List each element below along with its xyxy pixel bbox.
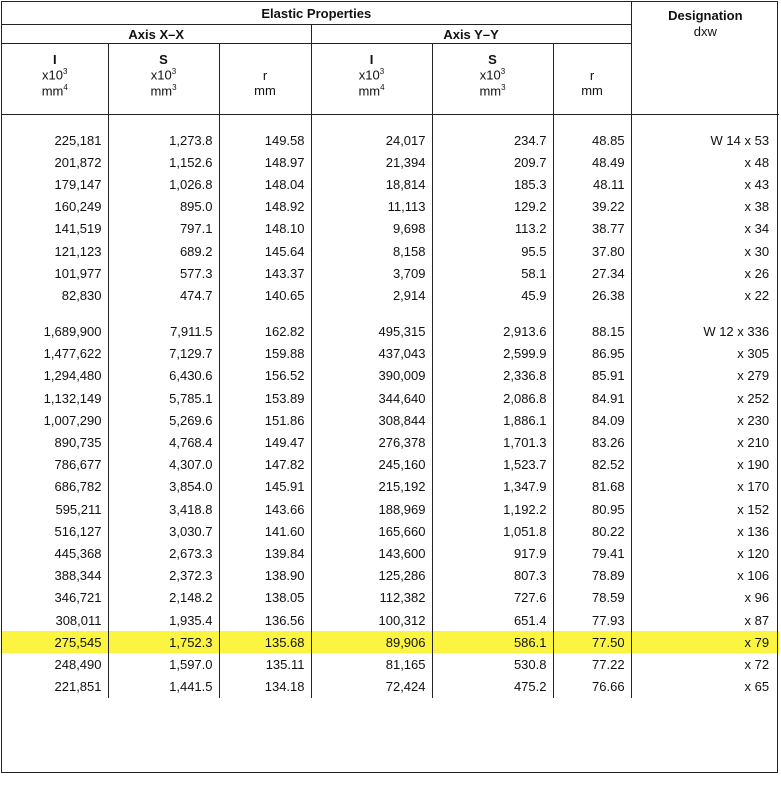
- value-cell: 81,165: [311, 653, 432, 675]
- value-cell: 165,660: [311, 520, 432, 542]
- value-cell: 48.11: [553, 173, 631, 195]
- value-cell: 11,113: [311, 196, 432, 218]
- value-cell: 3,709: [311, 262, 432, 284]
- value-cell: 153.89: [219, 387, 311, 409]
- table-row: [2, 151, 779, 173]
- value-cell: 45.9: [432, 284, 553, 306]
- value-cell: 84.09: [553, 409, 631, 431]
- value-cell: 586.1: [432, 631, 553, 653]
- value-cell: 185.3: [432, 173, 553, 195]
- value-cell: 95.5: [432, 240, 553, 262]
- col-unit: $x10^3$: [311, 66, 432, 84]
- value-cell: 1,523.7: [432, 454, 553, 476]
- table-row: [2, 565, 779, 587]
- value-cell: 1,935.4: [108, 609, 219, 631]
- designation-cell: x 72: [744, 656, 770, 672]
- value-cell: 80.22: [553, 520, 631, 542]
- value-cell: 201,872: [2, 151, 108, 173]
- value-cell: 3,418.8: [108, 498, 219, 520]
- value-cell: 139.84: [219, 542, 311, 564]
- value-cell: 24,017: [311, 129, 432, 151]
- value-cell: 21,394: [311, 151, 432, 173]
- table-row: [2, 196, 779, 218]
- value-cell: 145.91: [219, 476, 311, 498]
- value-cell: 727.6: [432, 587, 553, 609]
- value-cell: 79.41: [553, 542, 631, 564]
- designation-cell: x 48: [744, 154, 770, 170]
- designation-cell: x 305: [737, 346, 770, 362]
- spacer-row: [2, 307, 779, 321]
- col-unit: r: [219, 66, 311, 84]
- table-row: [2, 365, 779, 387]
- value-cell: 3,854.0: [108, 476, 219, 498]
- col-mm-unit: $mm^3$: [108, 84, 219, 115]
- value-cell: 530.8: [432, 653, 553, 675]
- table-row: [2, 476, 779, 498]
- value-cell: 81.68: [553, 476, 631, 498]
- value-cell: 113.2: [432, 218, 553, 240]
- designation-cell: x 252: [737, 390, 770, 406]
- designation-cell: x 230: [737, 412, 770, 428]
- value-cell: 1,689,900: [2, 321, 108, 343]
- value-cell: 77.93: [553, 609, 631, 631]
- value-cell: 134.18: [219, 676, 311, 698]
- table-row: [2, 284, 779, 306]
- value-cell: 143.37: [219, 262, 311, 284]
- value-cell: 88.15: [553, 321, 631, 343]
- designation-cell: x 22: [744, 287, 770, 303]
- value-cell: 689.2: [108, 240, 219, 262]
- value-cell: 786,677: [2, 454, 108, 476]
- value-cell: 2,086.8: [432, 387, 553, 409]
- table-row: [2, 218, 779, 240]
- value-cell: 1,294,480: [2, 365, 108, 387]
- value-cell: 2,913.6: [432, 321, 553, 343]
- designation-cell: W 14 x 53: [710, 132, 770, 148]
- table-row: [2, 587, 779, 609]
- value-cell: 2,148.2: [108, 587, 219, 609]
- value-cell: 26.38: [553, 284, 631, 306]
- axis-xx-header: Axis X–X: [2, 25, 311, 44]
- col-mm-unit: $mm^4$: [2, 84, 108, 115]
- value-cell: 4,307.0: [108, 454, 219, 476]
- value-cell: 437,043: [311, 343, 432, 365]
- designation-cell: x 65: [744, 679, 770, 695]
- value-cell: 27.34: [553, 262, 631, 284]
- value-cell: 2,599.9: [432, 343, 553, 365]
- value-cell: 8,158: [311, 240, 432, 262]
- designation-cell: x 106: [737, 568, 770, 584]
- designation-cell: x 79: [631, 631, 779, 653]
- value-cell: 595,211: [2, 498, 108, 520]
- col-unit: $x10^3$: [108, 66, 219, 84]
- value-cell: 136.56: [219, 609, 311, 631]
- designation-label: Designation: [668, 8, 743, 23]
- designation-cell: x 170: [737, 479, 770, 495]
- value-cell: 141.60: [219, 520, 311, 542]
- value-cell: 807.3: [432, 565, 553, 587]
- value-cell: 1,152.6: [108, 151, 219, 173]
- table-row: [2, 240, 779, 262]
- value-cell: 179,147: [2, 173, 108, 195]
- value-cell: 474.7: [108, 284, 219, 306]
- table-row: [2, 431, 779, 453]
- value-cell: 2,336.8: [432, 365, 553, 387]
- value-cell: 188,969: [311, 498, 432, 520]
- value-cell: 234.7: [432, 129, 553, 151]
- value-cell: 215,192: [311, 476, 432, 498]
- col-symbol: S: [432, 44, 553, 67]
- designation-cell: x 120: [737, 545, 770, 561]
- col-mm-unit: $mm^3$: [432, 84, 553, 115]
- table-row: [2, 173, 779, 195]
- table-title: Elastic Properties: [2, 2, 631, 25]
- value-cell: 84.91: [553, 387, 631, 409]
- table-row: [2, 343, 779, 365]
- designation-cell: x 87: [744, 612, 770, 628]
- table-row: [2, 542, 779, 564]
- value-cell: 7,129.7: [108, 343, 219, 365]
- value-cell: 1,752.3: [108, 631, 219, 653]
- value-cell: 308,844: [311, 409, 432, 431]
- value-cell: 148.97: [219, 151, 311, 173]
- value-cell: 221,851: [2, 676, 108, 698]
- value-cell: 141,519: [2, 218, 108, 240]
- spacer-row: [2, 115, 779, 130]
- axis-yy-header: Axis Y–Y: [311, 25, 631, 44]
- value-cell: 344,640: [311, 387, 432, 409]
- value-cell: 143.66: [219, 498, 311, 520]
- designation-cell: x 38: [744, 199, 770, 215]
- value-cell: 3,030.7: [108, 520, 219, 542]
- col-unit: $x10^3$: [432, 66, 553, 84]
- value-cell: 85.91: [553, 365, 631, 387]
- value-cell: 1,701.3: [432, 431, 553, 453]
- value-cell: 100,312: [311, 609, 432, 631]
- value-cell: 143,600: [311, 542, 432, 564]
- value-cell: 895.0: [108, 196, 219, 218]
- value-cell: 121,123: [2, 240, 108, 262]
- value-cell: 1,132,149: [2, 387, 108, 409]
- col-symbol: [219, 44, 311, 67]
- table-row: [2, 409, 779, 431]
- value-cell: 162.82: [219, 321, 311, 343]
- value-cell: 5,785.1: [108, 387, 219, 409]
- col-mm-unit: mm: [553, 84, 631, 115]
- value-cell: 89,906: [311, 631, 432, 653]
- value-cell: 1,007,290: [2, 409, 108, 431]
- value-cell: 80.95: [553, 498, 631, 520]
- value-cell: 9,698: [311, 218, 432, 240]
- designation-cell: x 152: [737, 501, 770, 517]
- value-cell: 1,192.2: [432, 498, 553, 520]
- value-cell: 890,735: [2, 431, 108, 453]
- value-cell: 516,127: [2, 520, 108, 542]
- value-cell: 83.26: [553, 431, 631, 453]
- value-cell: 6,430.6: [108, 365, 219, 387]
- value-cell: 48.85: [553, 129, 631, 151]
- col-mm-unit: mm: [219, 84, 311, 115]
- value-cell: 135.11: [219, 653, 311, 675]
- value-cell: 209.7: [432, 151, 553, 173]
- designation-cell: x 43: [744, 176, 770, 192]
- value-cell: 101,977: [2, 262, 108, 284]
- value-cell: 148.92: [219, 196, 311, 218]
- value-cell: 82.52: [553, 454, 631, 476]
- value-cell: 475.2: [432, 676, 553, 698]
- designation-sub-label: dxw: [693, 24, 717, 40]
- value-cell: 159.88: [219, 343, 311, 365]
- col-unit: r: [553, 66, 631, 84]
- value-cell: 145.64: [219, 240, 311, 262]
- value-cell: 797.1: [108, 218, 219, 240]
- value-cell: 18,814: [311, 173, 432, 195]
- value-cell: 346,721: [2, 587, 108, 609]
- value-cell: 1,597.0: [108, 653, 219, 675]
- value-cell: 1,347.9: [432, 476, 553, 498]
- value-cell: 48.49: [553, 151, 631, 173]
- value-cell: 1,441.5: [108, 676, 219, 698]
- table-row: [2, 321, 779, 343]
- value-cell: 1,273.8: [108, 129, 219, 151]
- value-cell: 147.82: [219, 454, 311, 476]
- table-body: [2, 115, 779, 698]
- value-cell: 78.59: [553, 587, 631, 609]
- table-row: [2, 520, 779, 542]
- value-cell: 1,026.8: [108, 173, 219, 195]
- designation-cell: x 279: [737, 368, 770, 384]
- value-cell: 5,269.6: [108, 409, 219, 431]
- value-cell: 1,886.1: [432, 409, 553, 431]
- value-cell: 39.22: [553, 196, 631, 218]
- value-cell: 7,911.5: [108, 321, 219, 343]
- value-cell: 82,830: [2, 284, 108, 306]
- value-cell: 1,477,622: [2, 343, 108, 365]
- value-cell: 72,424: [311, 676, 432, 698]
- elastic-properties-table: [2, 2, 779, 698]
- table-row: [2, 262, 779, 284]
- value-cell: 4,768.4: [108, 431, 219, 453]
- table-row: [2, 653, 779, 675]
- value-cell: 148.04: [219, 173, 311, 195]
- table-row: [2, 631, 779, 653]
- designation-header: [631, 2, 779, 115]
- col-symbol: S: [108, 44, 219, 67]
- designation-cell: x 30: [744, 243, 770, 259]
- value-cell: 390,009: [311, 365, 432, 387]
- value-cell: 58.1: [432, 262, 553, 284]
- value-cell: 245,160: [311, 454, 432, 476]
- value-cell: 77.50: [553, 631, 631, 653]
- value-cell: 248,490: [2, 653, 108, 675]
- value-cell: 495,315: [311, 321, 432, 343]
- value-cell: 917.9: [432, 542, 553, 564]
- col-mm-unit: $mm^4$: [311, 84, 432, 115]
- value-cell: 276,378: [311, 431, 432, 453]
- value-cell: 77.22: [553, 653, 631, 675]
- value-cell: 388,344: [2, 565, 108, 587]
- value-cell: 78.89: [553, 565, 631, 587]
- value-cell: 308,011: [2, 609, 108, 631]
- col-unit: $x10^3$: [2, 66, 108, 84]
- value-cell: 76.66: [553, 676, 631, 698]
- value-cell: 2,914: [311, 284, 432, 306]
- value-cell: 38.77: [553, 218, 631, 240]
- table-row: [2, 609, 779, 631]
- value-cell: 151.86: [219, 409, 311, 431]
- value-cell: 149.47: [219, 431, 311, 453]
- table-row: [2, 498, 779, 520]
- value-cell: 2,372.3: [108, 565, 219, 587]
- value-cell: 225,181: [2, 129, 108, 151]
- designation-cell: x 26: [744, 265, 770, 281]
- value-cell: 1,051.8: [432, 520, 553, 542]
- value-cell: 156.52: [219, 365, 311, 387]
- col-symbol: [553, 44, 631, 67]
- value-cell: 129.2: [432, 196, 553, 218]
- value-cell: 140.65: [219, 284, 311, 306]
- designation-cell: x 96: [744, 590, 770, 606]
- designation-cell: x 210: [737, 435, 770, 451]
- value-cell: 138.90: [219, 565, 311, 587]
- value-cell: 275,545: [2, 631, 108, 653]
- value-cell: 37.80: [553, 240, 631, 262]
- designation-cell: W 12 x 336: [703, 324, 770, 340]
- table-row: [2, 129, 779, 151]
- table-row: [2, 387, 779, 409]
- value-cell: 112,382: [311, 587, 432, 609]
- value-cell: 148.10: [219, 218, 311, 240]
- value-cell: 2,673.3: [108, 542, 219, 564]
- value-cell: 135.68: [219, 631, 311, 653]
- value-cell: 445,368: [2, 542, 108, 564]
- value-cell: 686,782: [2, 476, 108, 498]
- designation-cell: x 190: [737, 457, 770, 473]
- table-row: [2, 676, 779, 698]
- table-row: [2, 454, 779, 476]
- value-cell: 125,286: [311, 565, 432, 587]
- value-cell: 651.4: [432, 609, 553, 631]
- value-cell: 149.58: [219, 129, 311, 151]
- col-symbol: I: [2, 44, 108, 67]
- col-symbol: I: [311, 44, 432, 67]
- value-cell: 86.95: [553, 343, 631, 365]
- value-cell: 160,249: [2, 196, 108, 218]
- designation-cell: x 136: [737, 523, 770, 539]
- value-cell: 577.3: [108, 262, 219, 284]
- value-cell: 138.05: [219, 587, 311, 609]
- designation-cell: x 34: [744, 221, 770, 237]
